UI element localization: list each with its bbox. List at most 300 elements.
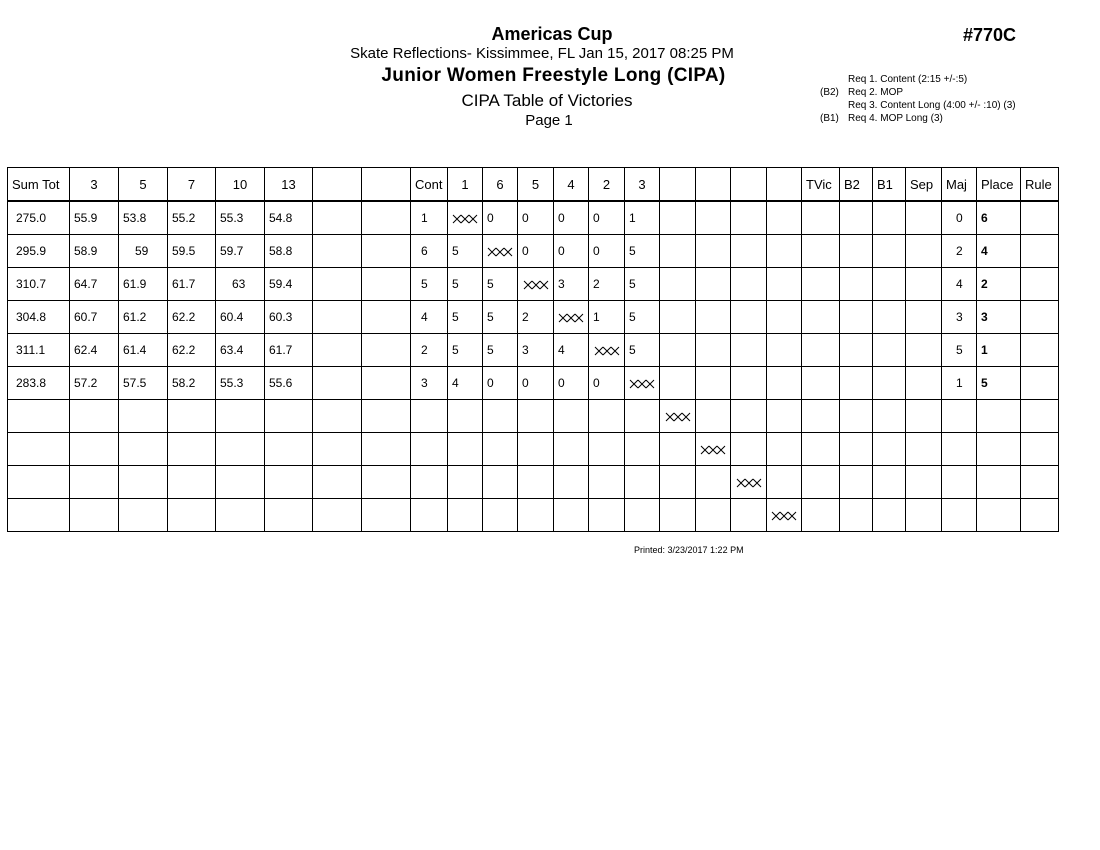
table-cell xyxy=(1021,201,1059,235)
cross-hatch-icon xyxy=(594,346,620,356)
table-cell: 5 xyxy=(411,268,448,301)
cross-hatch-icon xyxy=(558,313,584,323)
table-cell: 311.1 xyxy=(8,334,70,367)
table-cell xyxy=(906,433,942,466)
table-cell xyxy=(696,334,731,367)
table-cell xyxy=(802,201,840,235)
table-cell xyxy=(70,499,119,532)
table-cell xyxy=(731,268,767,301)
table-header-row xyxy=(8,168,1059,202)
table-cell: 283.8 xyxy=(8,367,70,400)
column-header: Sep xyxy=(906,168,942,202)
table-cell xyxy=(840,499,873,532)
table-cell: 57.5 xyxy=(119,367,168,400)
table-cell xyxy=(840,400,873,433)
table-cell: 0 xyxy=(483,201,518,235)
column-header xyxy=(767,168,802,202)
table-cell xyxy=(265,499,313,532)
table-cell xyxy=(1021,466,1059,499)
table-cell xyxy=(906,201,942,235)
table-cell xyxy=(731,301,767,334)
table-cell: 62.2 xyxy=(168,334,216,367)
table-cell: 4 xyxy=(554,334,589,367)
table-row xyxy=(8,268,1059,301)
column-header: 6 xyxy=(483,168,518,202)
table-cell xyxy=(589,499,625,532)
table-cell xyxy=(767,466,802,499)
table-cell xyxy=(873,400,906,433)
table-cell xyxy=(1021,400,1059,433)
table-cell xyxy=(313,367,362,400)
table-cell: 59.7 xyxy=(216,235,265,268)
table-cell: 6 xyxy=(411,235,448,268)
table-cell xyxy=(313,201,362,235)
table-cell xyxy=(660,235,696,268)
table-cell xyxy=(840,466,873,499)
table-cell: 5 xyxy=(448,334,483,367)
table-cell xyxy=(1021,499,1059,532)
table-cell: 63 xyxy=(216,268,265,301)
table-cell: 275.0 xyxy=(8,201,70,235)
table-cell: 63.4 xyxy=(216,334,265,367)
table-cell xyxy=(483,466,518,499)
table-cell xyxy=(265,466,313,499)
table-cell xyxy=(554,466,589,499)
table-cell xyxy=(731,400,767,433)
table-cell xyxy=(411,433,448,466)
table-cell: 0 xyxy=(518,367,554,400)
requirement-text: Req 3. Content Long (4:00 +/- :10) (3) xyxy=(848,100,1016,111)
table-cell xyxy=(362,235,411,268)
table-cell xyxy=(265,400,313,433)
place-cell xyxy=(977,433,1021,466)
table-cell xyxy=(313,433,362,466)
column-header: 5 xyxy=(518,168,554,202)
table-cell: 5 xyxy=(625,268,660,301)
table-cell xyxy=(802,235,840,268)
column-header: 2 xyxy=(589,168,625,202)
table-cell xyxy=(767,400,802,433)
table-cell xyxy=(873,466,906,499)
place-cell: 4 xyxy=(977,235,1021,268)
table-name: CIPA Table of Victories xyxy=(461,91,633,110)
table-cell xyxy=(873,301,906,334)
table-cell xyxy=(660,367,696,400)
table-cell xyxy=(873,268,906,301)
table-cell xyxy=(625,466,660,499)
table-cell xyxy=(625,433,660,466)
column-header: 7 xyxy=(168,168,216,202)
column-header: 3 xyxy=(70,168,119,202)
table-cell xyxy=(448,400,483,433)
table-cell xyxy=(313,235,362,268)
table-cell xyxy=(660,201,696,235)
table-cell: 5 xyxy=(625,334,660,367)
table-row xyxy=(8,400,1059,433)
table-cell xyxy=(1021,433,1059,466)
requirement-row xyxy=(820,86,1016,99)
place-cell: 1 xyxy=(977,334,1021,367)
table-cell: 55.3 xyxy=(216,367,265,400)
column-header: B2 xyxy=(840,168,873,202)
table-cell xyxy=(906,466,942,499)
column-header xyxy=(731,168,767,202)
table-cell xyxy=(731,433,767,466)
event-code: #770C xyxy=(963,25,1017,45)
table-cell xyxy=(840,334,873,367)
table-cell xyxy=(313,466,362,499)
table-cell xyxy=(942,499,977,532)
table-cell xyxy=(216,433,265,466)
table-cell: 5 xyxy=(448,301,483,334)
self-cell xyxy=(448,201,483,235)
table-row xyxy=(8,201,1059,235)
table-cell xyxy=(625,400,660,433)
table-cell xyxy=(8,499,70,532)
cross-hatch-icon xyxy=(629,379,655,389)
table-cell xyxy=(362,499,411,532)
table-cell: 55.9 xyxy=(70,201,119,235)
table-cell xyxy=(8,433,70,466)
table-cell xyxy=(767,268,802,301)
table-cell xyxy=(873,433,906,466)
table-cell: 59.5 xyxy=(168,235,216,268)
table-cell xyxy=(873,235,906,268)
table-cell: 55.3 xyxy=(216,201,265,235)
table-cell xyxy=(840,367,873,400)
column-header: 5 xyxy=(119,168,168,202)
table-cell xyxy=(448,433,483,466)
requirement-tag xyxy=(820,73,848,86)
table-cell xyxy=(767,334,802,367)
table-cell: 5 xyxy=(483,268,518,301)
table-cell xyxy=(906,301,942,334)
column-header: 3 xyxy=(625,168,660,202)
table-cell xyxy=(767,201,802,235)
table-cell xyxy=(767,301,802,334)
table-cell xyxy=(362,400,411,433)
self-cell xyxy=(731,466,767,499)
table-cell: 5 xyxy=(483,301,518,334)
requirement-row xyxy=(820,73,1016,86)
table-cell: 61.7 xyxy=(265,334,313,367)
requirement-text: Req 2. MOP xyxy=(848,87,904,98)
table-cell xyxy=(362,301,411,334)
table-cell: 55.6 xyxy=(265,367,313,400)
column-header: 1 xyxy=(448,168,483,202)
table-cell xyxy=(168,499,216,532)
table-cell: 5 xyxy=(483,334,518,367)
column-header: 13 xyxy=(265,168,313,202)
table-cell xyxy=(483,433,518,466)
table-cell xyxy=(1021,301,1059,334)
table-cell xyxy=(660,466,696,499)
requirement-tag: (B2) xyxy=(820,87,839,98)
table-cell: 3 xyxy=(554,268,589,301)
table-cell: 1 xyxy=(411,201,448,235)
table-cell xyxy=(70,433,119,466)
table-cell xyxy=(1021,334,1059,367)
table-cell xyxy=(589,400,625,433)
event-title: Americas Cup xyxy=(491,24,613,44)
table-cell: 0 xyxy=(589,367,625,400)
table-cell: 64.7 xyxy=(70,268,119,301)
table-cell xyxy=(448,466,483,499)
table-cell: 2 xyxy=(411,334,448,367)
self-cell xyxy=(625,367,660,400)
table-cell xyxy=(840,268,873,301)
table-cell: 61.2 xyxy=(119,301,168,334)
column-header: 10 xyxy=(216,168,265,202)
column-header: 4 xyxy=(554,168,589,202)
table-cell xyxy=(660,301,696,334)
table-cell: 4 xyxy=(942,268,977,301)
table-cell xyxy=(216,466,265,499)
table-cell xyxy=(362,367,411,400)
table-cell: 3 xyxy=(942,301,977,334)
table-cell: 0 xyxy=(518,201,554,235)
table-cell xyxy=(518,433,554,466)
place-cell: 2 xyxy=(977,268,1021,301)
place-cell xyxy=(977,466,1021,499)
table-cell xyxy=(448,499,483,532)
table-cell xyxy=(168,466,216,499)
table-cell: 61.4 xyxy=(119,334,168,367)
table-cell xyxy=(942,400,977,433)
table-cell xyxy=(767,235,802,268)
table-cell xyxy=(802,400,840,433)
table-cell: 4 xyxy=(448,367,483,400)
printed-timestamp: Printed: 3/23/2017 1:22 PM xyxy=(634,545,744,555)
column-header: Sum Tot xyxy=(8,168,70,202)
table-cell: 0 xyxy=(589,201,625,235)
requirement-tag xyxy=(820,99,848,112)
venue-date-line: Skate Reflections- Kissimmee, FL Jan 15, 2017 08:25 PM xyxy=(350,45,734,62)
table-cell: 2 xyxy=(518,301,554,334)
table-cell xyxy=(313,499,362,532)
cross-hatch-icon xyxy=(487,247,513,257)
table-cell: 5 xyxy=(625,235,660,268)
requirement-row xyxy=(820,99,1016,112)
table-cell: 59.4 xyxy=(265,268,313,301)
cross-hatch-icon xyxy=(700,445,726,455)
table-cell: 1 xyxy=(589,301,625,334)
table-cell: 3 xyxy=(411,367,448,400)
table-row xyxy=(8,301,1059,334)
column-header xyxy=(362,168,411,202)
table-cell xyxy=(313,400,362,433)
table-cell xyxy=(518,466,554,499)
requirement-row xyxy=(820,112,1016,125)
table-cell xyxy=(70,466,119,499)
table-cell xyxy=(731,499,767,532)
table-cell: 5 xyxy=(448,235,483,268)
table-cell xyxy=(731,367,767,400)
table-cell xyxy=(942,433,977,466)
table-cell xyxy=(873,201,906,235)
table-cell xyxy=(873,499,906,532)
requirement-tag: (B1) xyxy=(820,113,839,124)
table-cell xyxy=(589,466,625,499)
table-row xyxy=(8,433,1059,466)
table-cell xyxy=(119,499,168,532)
cross-hatch-icon xyxy=(665,412,691,422)
table-cell: 310.7 xyxy=(8,268,70,301)
table-cell: 1 xyxy=(942,367,977,400)
table-cell xyxy=(696,466,731,499)
self-cell xyxy=(518,268,554,301)
column-header xyxy=(696,168,731,202)
table-cell: 60.4 xyxy=(216,301,265,334)
table-cell xyxy=(362,466,411,499)
table-cell xyxy=(313,301,362,334)
table-cell xyxy=(554,433,589,466)
table-cell xyxy=(216,400,265,433)
table-row xyxy=(8,466,1059,499)
table-cell xyxy=(483,499,518,532)
table-cell xyxy=(411,499,448,532)
place-cell: 6 xyxy=(977,201,1021,235)
table-cell xyxy=(840,433,873,466)
table-cell: 295.9 xyxy=(8,235,70,268)
self-cell xyxy=(767,499,802,532)
table-cell xyxy=(660,334,696,367)
table-cell: 60.7 xyxy=(70,301,119,334)
table-cell: 59 xyxy=(119,235,168,268)
table-cell xyxy=(873,334,906,367)
table-cell xyxy=(906,334,942,367)
table-cell: 304.8 xyxy=(8,301,70,334)
table-cell: 4 xyxy=(411,301,448,334)
table-cell xyxy=(731,334,767,367)
table-cell xyxy=(216,499,265,532)
table-cell: 0 xyxy=(554,235,589,268)
requirement-text: Req 4. MOP Long (3) xyxy=(848,113,943,124)
page-number: Page 1 xyxy=(525,112,573,129)
table-cell xyxy=(265,433,313,466)
self-cell xyxy=(554,301,589,334)
table-cell xyxy=(696,201,731,235)
table-cell: 0 xyxy=(942,201,977,235)
table-cell: 58.8 xyxy=(265,235,313,268)
table-cell xyxy=(696,268,731,301)
table-cell xyxy=(8,466,70,499)
table-cell xyxy=(802,301,840,334)
column-header: Maj xyxy=(942,168,977,202)
victories-table xyxy=(7,167,1059,532)
table-cell xyxy=(1021,367,1059,400)
table-cell xyxy=(731,201,767,235)
table-cell xyxy=(767,367,802,400)
place-cell: 3 xyxy=(977,301,1021,334)
self-cell xyxy=(589,334,625,367)
table-cell xyxy=(1021,268,1059,301)
table-cell xyxy=(696,235,731,268)
table-cell xyxy=(802,367,840,400)
table-row xyxy=(8,235,1059,268)
table-cell: 0 xyxy=(589,235,625,268)
table-cell xyxy=(802,334,840,367)
table-cell: 2 xyxy=(589,268,625,301)
table-cell: 1 xyxy=(625,201,660,235)
cross-hatch-icon xyxy=(771,511,797,521)
table-cell xyxy=(840,201,873,235)
column-header: Rule xyxy=(1021,168,1059,202)
table-cell xyxy=(119,433,168,466)
table-cell xyxy=(313,268,362,301)
table-cell xyxy=(168,433,216,466)
table-cell xyxy=(660,433,696,466)
place-cell xyxy=(977,400,1021,433)
table-cell xyxy=(696,367,731,400)
table-cell: 5 xyxy=(448,268,483,301)
table-cell xyxy=(802,499,840,532)
cross-hatch-icon xyxy=(523,280,549,290)
column-header: B1 xyxy=(873,168,906,202)
table-cell xyxy=(362,334,411,367)
table-cell xyxy=(362,433,411,466)
table-cell xyxy=(906,268,942,301)
table-cell xyxy=(696,301,731,334)
table-cell: 55.2 xyxy=(168,201,216,235)
table-row xyxy=(8,499,1059,532)
table-cell: 0 xyxy=(554,367,589,400)
requirement-text: Req 1. Content (2:15 +/-:5) xyxy=(848,74,968,85)
table-cell xyxy=(411,400,448,433)
table-cell xyxy=(625,499,660,532)
table-cell xyxy=(942,466,977,499)
table-cell: 5 xyxy=(942,334,977,367)
cross-hatch-icon xyxy=(452,214,478,224)
table-cell xyxy=(802,268,840,301)
table-cell xyxy=(906,367,942,400)
self-cell xyxy=(660,400,696,433)
table-cell xyxy=(906,499,942,532)
table-cell xyxy=(119,466,168,499)
table-cell xyxy=(518,499,554,532)
table-cell xyxy=(840,235,873,268)
table-cell: 62.2 xyxy=(168,301,216,334)
table-cell: 60.3 xyxy=(265,301,313,334)
table-cell xyxy=(906,400,942,433)
table-cell xyxy=(840,301,873,334)
table-cell: 0 xyxy=(554,201,589,235)
column-header: Place xyxy=(977,168,1021,202)
column-header xyxy=(660,168,696,202)
table-cell: 57.2 xyxy=(70,367,119,400)
table-cell xyxy=(554,499,589,532)
table-cell: 53.8 xyxy=(119,201,168,235)
table-cell xyxy=(802,433,840,466)
table-row xyxy=(8,334,1059,367)
self-cell xyxy=(696,433,731,466)
table-cell xyxy=(696,400,731,433)
table-cell: 0 xyxy=(483,367,518,400)
cross-hatch-icon xyxy=(736,478,762,488)
table-cell: 54.8 xyxy=(265,201,313,235)
place-cell xyxy=(977,499,1021,532)
table-cell xyxy=(313,334,362,367)
table-cell xyxy=(8,400,70,433)
table-cell xyxy=(362,201,411,235)
table-cell xyxy=(660,499,696,532)
category-title: Junior Women Freestyle Long (CIPA) xyxy=(381,65,726,86)
table-cell: 58.2 xyxy=(168,367,216,400)
column-header: TVic xyxy=(802,168,840,202)
table-cell xyxy=(873,367,906,400)
table-cell: 5 xyxy=(625,301,660,334)
table-cell xyxy=(802,466,840,499)
